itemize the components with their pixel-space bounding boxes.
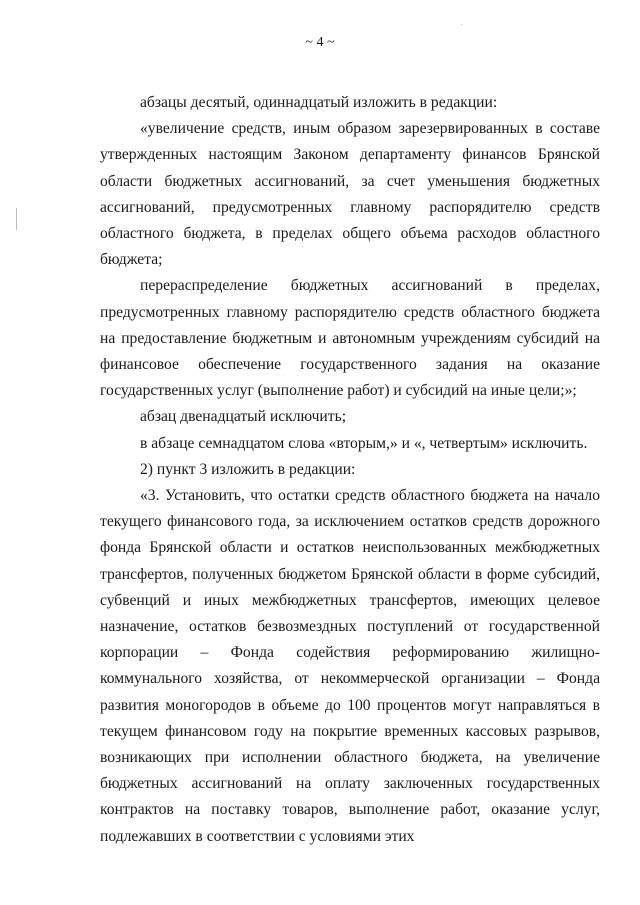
document-body: [100, 90, 600, 850]
paragraph-1: абзацы десятый, одиннадцатый изложить в редакции:: [140, 94, 498, 111]
paragraph-4: абзац двенадцатый исключить;: [140, 408, 347, 426]
paragraph-7: «3. Установить, что остатки средств областного бюджета на начало текущего финансового года, за исключением остатков средств дорожного фонда Брянской области и остатков неиспользованных межбюджетных трансфертов, полученных бюджетом Брянской области в форме субсидий, субвенций и иных межбюджетных трансфертов, имеющих целевое назначение, остатков безвозмездных поступлений от государственной корпорации – Фонда содействия реформированию жилищно-коммунального хозяйства, от некоммерческой организации – Фонда развития моногородов в объеме до 100 процентов могут направляться в текущем финансовом году на покрытие временных кассовых разрывов, возникающих при исполнении областного бюджета, на увеличение бюджетных ассигнований на оплату заключенных государственных контрактов на поставку товаров, выполнение работ, оказание услуг, подлежавших в соответствии с условиями этих: [100, 487, 600, 845]
paragraph-5: в абзаце семнадцатом слова «вторым,» и «, четвертым» исключить.: [140, 434, 588, 452]
page-number: ~ 4 ~: [305, 35, 335, 50]
paragraph-2: «увеличение средств, иным образом зарезервированных в составе утвержденных настоящим Законом департаменту финансов Брянской области бюджетных ассигнований, за счет уменьшения бюджетных ассигнований, предусмотренных главному распорядителю средств областного бюджета, в пределах общего объема расходов областного бюджета;: [100, 120, 600, 269]
paragraph-3: перераспределение бюджетных ассигнований в пределах, предусмотренных главному распорядителю средств областного бюджета на предоставление бюджетным и автономным учреждениям субсидий на финансовое обеспечение государственного задания на оказание государственных услуг (выполнение работ) и субсидий на иные цели;»;: [100, 277, 600, 400]
scan-speck: [461, 24, 462, 25]
paragraph-6: 2) пункт 3 изложить в редакции:: [140, 460, 356, 478]
scan-speck: [16, 208, 17, 230]
